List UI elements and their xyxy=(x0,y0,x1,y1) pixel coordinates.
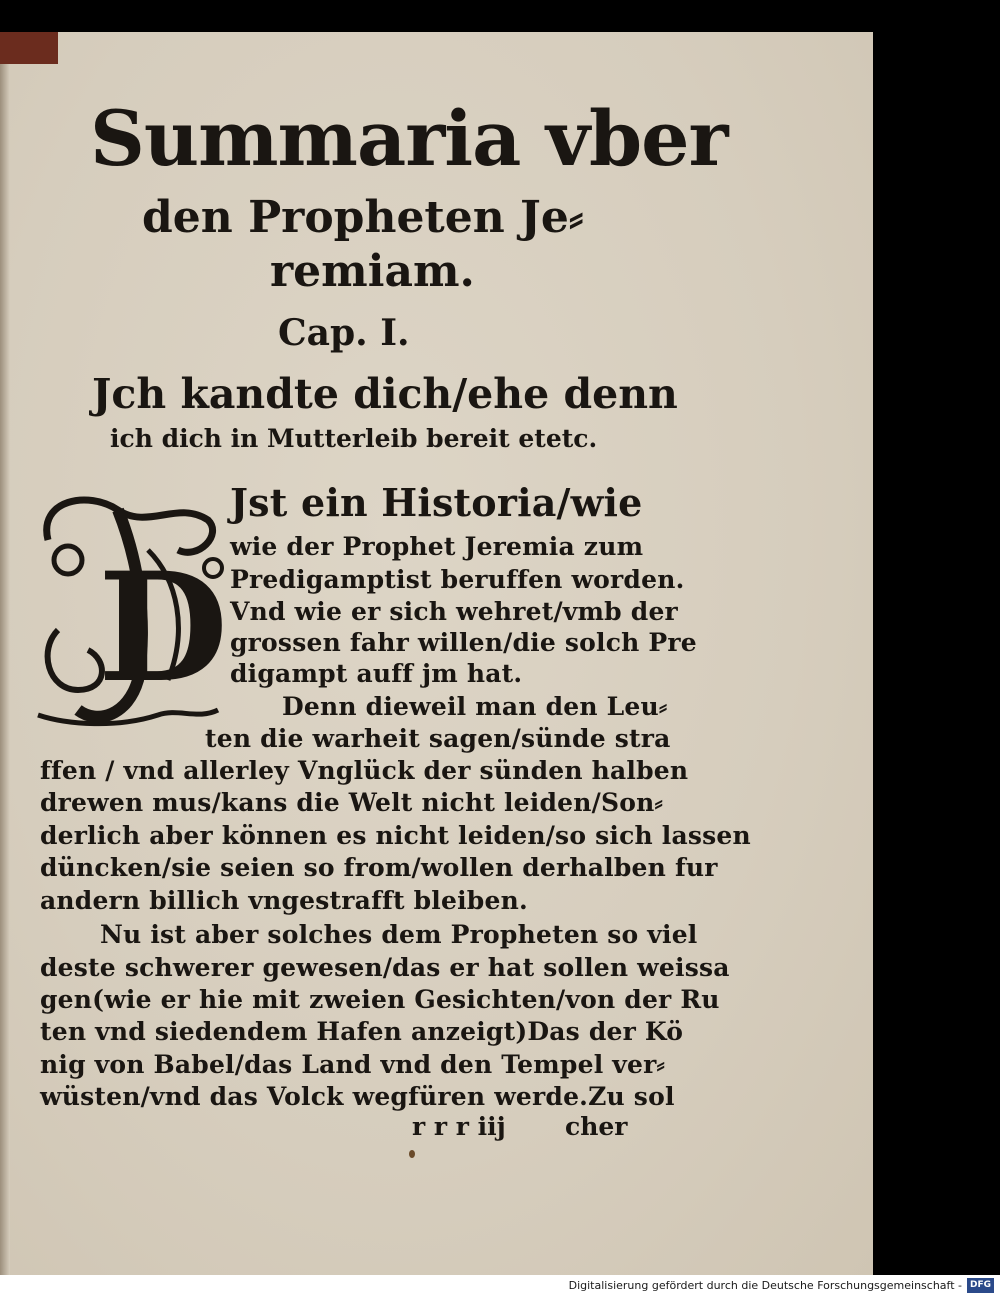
page-title-line-3: remiam. xyxy=(270,246,475,297)
motto-line-1: Jch kandte dich/ehe denn xyxy=(92,370,678,418)
body-line-2: Predigamptist beruffen worden. xyxy=(230,565,685,594)
body-line-6: Denn dieweil man den Leu⸗ xyxy=(282,692,668,721)
footer-bar xyxy=(0,1275,1000,1297)
body-line-11: düncken/sie seien so from/wollen derhalben fur xyxy=(40,853,718,882)
initial-letter: D xyxy=(98,540,228,716)
body-line-9: drewen mus/kans die Welt nicht leiden/Son⸗ xyxy=(40,788,663,817)
body-line-17: nig von Babel/das Land vnd den Tempel ver⸗ xyxy=(40,1050,666,1079)
body-line-5: digampt auff jm hat. xyxy=(230,659,523,688)
body-line-15: gen(wie er hie mit zweien Gesichten/von der Ru xyxy=(40,985,720,1014)
decorated-initial xyxy=(28,480,228,730)
signature-mark: r r r iij xyxy=(412,1112,506,1141)
catchword: cher xyxy=(565,1112,628,1141)
body-line-8: ffen / vnd allerley Vnglück der sünden halben xyxy=(40,756,689,785)
ink-spot xyxy=(409,1150,415,1158)
page-corner-tab xyxy=(0,32,58,64)
body-line-3: Vnd wie er sich wehret/vmb der xyxy=(230,597,678,626)
body-line-7: ten die warheit sagen/sünde stra xyxy=(205,724,671,753)
body-line-0: Jst ein Historia/wie xyxy=(230,480,643,525)
dfg-logo[interactable]: DFG xyxy=(967,1278,994,1293)
body-line-1: wie der Prophet Jeremia zum xyxy=(230,532,644,561)
page-title-line-2: den Propheten Je⸗ xyxy=(142,192,584,243)
body-line-10: derlich aber können es nicht leiden/so sich lassen xyxy=(40,821,751,850)
footer-credit: Digitalisierung gefördert durch die Deutsche Forschungsgemeinschaft - xyxy=(568,1279,962,1292)
body-line-16: ten vnd siedendem Hafen anzeigt)Das der Kö xyxy=(40,1017,684,1046)
page-title-line-1: Summaria vber xyxy=(90,94,728,183)
body-line-4: grossen fahr willen/die solch Pre xyxy=(230,628,697,657)
chapter-heading: Cap. I. xyxy=(278,312,410,354)
page-spine-shadow xyxy=(0,32,10,1275)
motto-line-2: ich dich in Mutterleib bereit etetc. xyxy=(110,424,598,453)
body-line-13: Nu ist aber solches dem Propheten so viel xyxy=(100,920,698,949)
book-page xyxy=(0,32,873,1275)
body-line-12: andern billich vngestrafft bleiben. xyxy=(40,886,528,915)
body-line-18: wüsten/vnd das Volck wegfüren werde.Zu sol xyxy=(40,1082,675,1111)
body-line-14: deste schwerer gewesen/das er hat sollen weissa xyxy=(40,953,730,982)
